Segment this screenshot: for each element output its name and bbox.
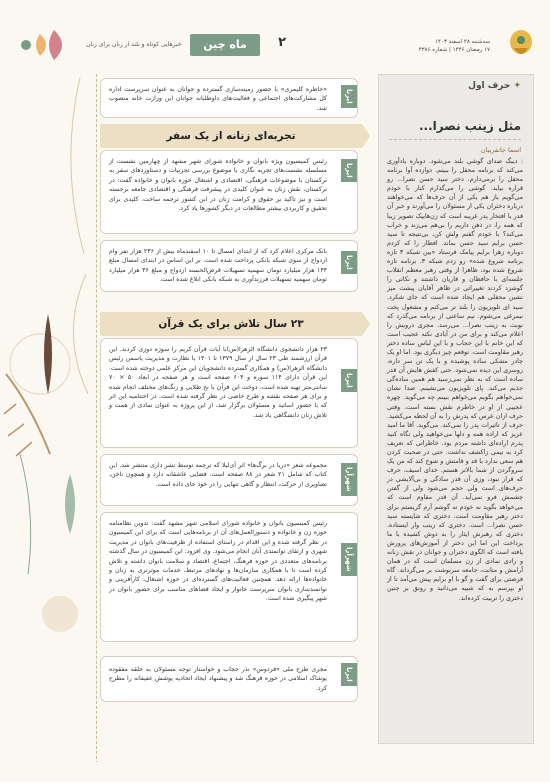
page-number: ۲ <box>278 35 286 50</box>
issue-number: ۱۷ رمضان ۱۴۴۶ | شماره ۴۳۸۶ <box>418 47 490 53</box>
column-body: : دیبگ صدای گوشی بلند می‌شود. دوباره یادآوری می‌کند که برنامه محفل را ببینم. دوازده آوا برنامه محفل را برمی‌دارم، دختر سید حسن نصرا... رو قراره بیاید. گوشی را می‌گذارم کنار با خودم می‌گویم باز هم یکی از آن حرف‌ها که می‌خواهند درباره دختران یکی از مسئولان را می‌آورند و خبر آن قدر با افتخار پدر غریبه است که زن‌هاییک تصویر زیبا که همه را، در ذهن داریم را بی‌هم می‌زند و خراب می‌کند؟ با خودم گفتم ولش کن، بی‌نتیجه تا سید حسن برایم سید حسن بماند. افطار را که کردم دوباره زهرا برایم پیامک فرستاد «بین شبکه ۳ تازه برنامه شروع شده» رو زدم شبکه ۳. برنامه تازه شروع شده بود، ظاهرا از وقتی رهبر معظم انقلاب جلسه‌ای با حافظان و قاریان داشتند و نکاتی را گوشزد کردند تغییراتی در ظاهر آقایان پیشت میز نشین محفلی هم ایجاد شده است که جای شکرد. سید ای تلویزیون را بلند تر می‌کنم و مشغول پخت نیمرغی می‌شوم. نیم ساعتی از برنامه می‌گذرد که نوبت به زینب نصرا... می‌رسد. مجری درویش را اعلام می‌کند و برای من در آبادی نکته عجیب است که این خانم با این حجاب و با این لباس ساده دختر رهبر مقاومت است. توقعم چیز دیگری بود. اما او یک چادر مشکی ساده پوشیده و با یک تن سر داره، روسری این دیده نمی‌شود. حتی کفش هایش آن قدر ساده است که به نظر نمی‌رسید هم همین ساده‌گی جذبم می‌کند. پای تلویزیون می‌نشینم. صدا نشان نمی‌خواهم بگویم می‌خواهم ببینم چه می‌گوید. چهره عجیبی از او در خاطرم نقش بسته است. وقتی حرف ازان عرس که پدرش را به آن لحظه می‌کشید. حرف از تاثیرات پدر را نمی‌کند. می‌گوید. آقا ما امید عزیز که اراده همه و دلها می‌خواهید ولی نگاه کنید پدرم اراده‌ای داشته مردم بود. خاطراتی که تعریف کرد به نیمی زاکشف نداشت. حتی در صحبت کردن هم سعی ندارد با قد و قامتش و شوخ کند که من یک سروگردن از شما بالاتر هستم. خدای اسیف، حرف که قرار نبود، وزی آن قدر سادگی و بی‌آلایشی در حرف‌های است ولی حجم می‌شود ولی از گفتن چشمش فرو نمی‌آید. آن قدر مقاوم است که می‌خواهد بگوید نه خودم نه گوشم آرم گریستم برای دختر رهبر مقاومت است. دختری که شایسته سید حسن نصرا... است. دختری که زینب وار ایستاده. دختری که رهبرش ایثار را به دوش کشیده با ما پرداخت این اما این دختر از آموزش‌های پرورش یافته است که الگوی دختران و جوانان در نقش زنانه و رادی نمادی از زن مسلمان است که در همان آرامش و متانت، جامعه سرنوشت بر می‌گرداند. گاه فرصتی برای گفت و گو با او برایم پیش می‌آمد تا از او بپرسم به که شبیه می‌دانید و رونق بر چنین دختری را تربیت کرده‌اند. <box>386 158 524 602</box>
news-text: ۲۳ هزار دانشجوی دانشگاه الزهرا(س)با آیات قرآن کریم را سوژه دوزی کردند. این قرآن ارزشمند طی ۲۳ سال از سال ۱۳۷۹ تا ۱۴۰۱ با نظارت و مدیریت یاسمن رئیس دانشگاه الزهرا(س) و همکاری گسترده دانشجویان این مرکز علمی دوخته شده است. این قرآن دارای ۱۱۴ سوره و ۶۰۴ صفحه است و هر صفحه در ابعاد ۵۰ × ۷۰ سانتی‌متر تهیه شده است. دوخت این قرآن با نخ طلایی و رنگ‌های مختلف انجام شده و برای هر صفحه نقشه و طرح خاصی در نظر گرفته شده است. در اختتامیه این اثر که با حضور اساتید و مسئولان برگزار شد، از این پروژه به عنوان نمادی از همت و تلاش زنان دانشگاهی یاد شد. <box>109 346 327 419</box>
news-text: بانک مرکزی اعلام کرد که از ابتدای امسال تا ۱۰ اسفندماه بیش از ۲۳۶ هزار نفر وام ازدواج از سوی شبکه بانکی پرداخت شده است. بر این اساس در ابتدای امسال مبلغ ۱۴۴ هزار میلیارد تومان سهمیه تسهیلات قرض‌الحسنه ازدواج و مبلغ ۳۶ هزار میلیارد تومان سهمیه تسهیلات فرزندآوری به شبکه بانکی ابلاغ شده است. <box>109 248 327 284</box>
page-header <box>0 0 550 74</box>
source-badge: شهرآرا <box>341 463 357 496</box>
column-title: مثل زینب نصرا... <box>419 119 521 133</box>
column-tag <box>468 81 521 91</box>
section-title: ماه چین <box>190 34 260 56</box>
source-badge: ایرنا <box>341 369 357 392</box>
source-badge: شهرآرا <box>341 543 357 576</box>
issue-meta <box>419 38 490 54</box>
issue-date: سه‌شنبه ۲۸ اسفند ۱۴۰۳ <box>435 39 490 45</box>
section-subtitle: خبرهایی کوتاه و بلند از زنان برای زنان <box>86 41 182 48</box>
news-item <box>100 512 358 642</box>
news-item <box>100 454 358 506</box>
column-tag-label: حرف اول <box>468 81 511 91</box>
news-item <box>100 150 358 234</box>
news-text: «خاطره کلیمری» با حضور زمینه‌سازی گسترده و جوانان به عنوان سرپرست اداره کل مشارکت‌های اجتماعی و فعالیت‌های داوطلبانه جوانان این وزارت خانه منصوب شد. <box>109 86 327 112</box>
source-badge: ایرنا <box>341 251 357 274</box>
news-item <box>100 240 358 292</box>
article-headline: ۲۳ سال تلاش برای یک قرآن <box>100 312 362 336</box>
column-author: اسما جانفربیان <box>480 146 521 154</box>
decorative-leaves-icon <box>0 74 92 782</box>
news-text: رئیس کمیسیون بانوان و خانواده شورای اسلامی شهر مشهد گفت: تدوین نظامنامه حوزه زن و خانواده و دستورالعمل‌های آن از برنامه‌هایی است که برای این کمیسیون در نظر گرفته شده و این اقدام در راستای استفاده از ظرفیت‌های بانوان در مدیریت شهری و ارتقای توانمندی آنان انجام می‌شود. وی افزود: این کمیسیون در سال گذشته برنامه‌های متعددی در حوزه فرهنگ، اجتماع، اقتصاد و سلامت بانوان داشته و تلاش کرده است تا با همکاری سازمان‌ها و نهادهای مرتبط، خدمات موثرتری به زنان و خانواده‌ها ارائه دهد. همچنین فعالیت‌های گسترده‌ای در حوزه اشتغال، کارآفرینی و توانمندسازی بانوان سرپرست خانوار و ایجاد فضاهای مناسب برای حضور بانوان در شهر پیگیری شده است. <box>109 520 327 603</box>
news-text: مجموعه شعر «دریا در برگ‌ها» اثر آی‌لیلا که ترجمه توسط نشر داری منتشر شد. این کتاب که شامل ۲۱ شعر در ۸۸ صفحه است، فضایی عاشقانه دارد و همچون ناخن، تصاویری از حرکت، انتظار و گاهی تنهایی را در خود جای داده است. <box>109 462 327 488</box>
source-badge: ایرنا <box>341 663 357 686</box>
page-footer <box>0 762 550 782</box>
column-divider <box>389 139 521 140</box>
source-badge: ایرنا <box>341 159 357 182</box>
bullet-icon: ✦ <box>510 81 521 91</box>
decorative-divider <box>96 74 97 764</box>
news-text: مجری طرح ملی «فردوس» نذر حجاب و خواستار توجه مسئولان به حلقه مفقوده یوشاک اسلامی در حوزه فرهنگ شد و پیشنهاد ایجاد اتحادیه پوشش عفیفانه را مطرح کرد. <box>109 666 327 692</box>
editorial-column <box>378 74 534 744</box>
article-headline: تجربه‌ای زنانه از یک سفر <box>100 124 362 148</box>
news-text: رئیس کمیسیون ویژه بانوان و خانواده شورای شهر مشهد از چهارمین نشست از مسلسله نشست‌های تجربه نگاری با موضوع بررسی تجربیات و دستاوردهای سفر به ترکستان با موضوعات فرهنگی، اقتصادی و اشتغال حوزه بانوان و خانواده گفت: در ترکستان، نقش زنان به عنوان کلیدی در پیشرفت فرهنگی و اقتصادی جامعه برجسته است و نیز تاکید بر حقوق و کرامت زنان در این کشور ترجمه ساخت. کلیدی برای تحقیق و کاربردی بیشتر مطالعات در دیگر کشورها یاد کرد. <box>109 158 327 213</box>
source-badge: ایرنا <box>341 85 357 108</box>
news-item <box>100 78 358 118</box>
newspaper-logo-icon <box>506 28 536 62</box>
decorative-ornament-icon <box>14 26 72 64</box>
news-item <box>100 656 358 702</box>
news-item <box>100 338 358 448</box>
